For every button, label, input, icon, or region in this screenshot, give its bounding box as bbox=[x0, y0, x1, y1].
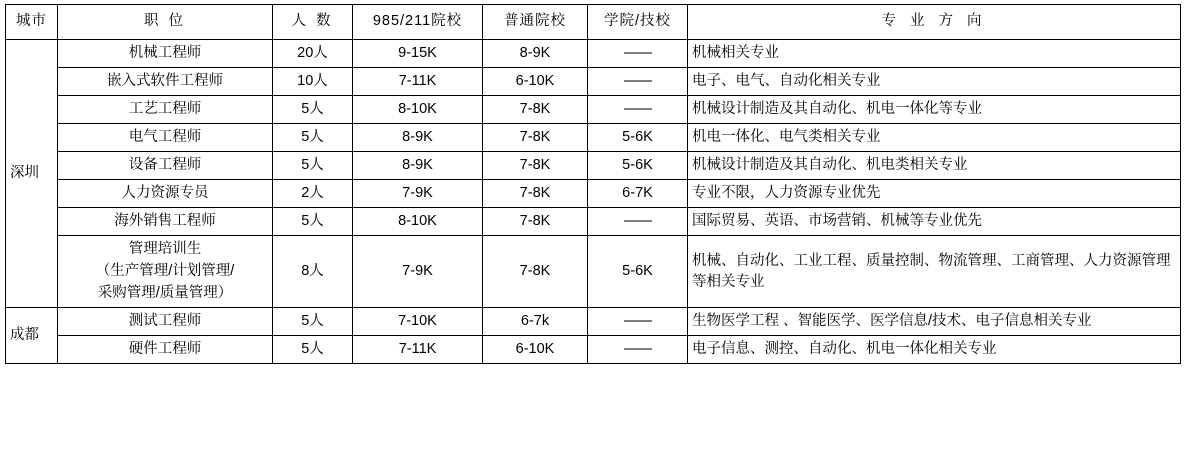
cell-position: 工艺工程师 bbox=[58, 96, 273, 124]
cell-salary-normal: 7-8K bbox=[483, 152, 588, 180]
cell-position: 海外销售工程师 bbox=[58, 208, 273, 236]
table-row bbox=[6, 336, 1181, 364]
cell-count: 10人 bbox=[273, 68, 353, 96]
header-985-211: 985/211院校 bbox=[353, 5, 483, 40]
cell-major: 专业不限，人力资源专业优先 bbox=[688, 180, 1181, 208]
cell-count: 5人 bbox=[273, 124, 353, 152]
table-row bbox=[6, 40, 1181, 68]
cell-salary-normal: 7-8K bbox=[483, 96, 588, 124]
job-listing-table bbox=[5, 4, 1181, 364]
header-normal-college: 普通院校 bbox=[483, 5, 588, 40]
cell-position: 嵌入式软件工程师 bbox=[58, 68, 273, 96]
cell-position bbox=[58, 236, 273, 308]
cell-major: 机械相关专业 bbox=[688, 40, 1181, 68]
cell-count: 2人 bbox=[273, 180, 353, 208]
cell-major: 国际贸易、英语、市场营销、机械等专业优先 bbox=[688, 208, 1181, 236]
table-row bbox=[6, 236, 1181, 308]
header-city: 城市 bbox=[6, 5, 58, 40]
cell-salary-college: 5-6K bbox=[588, 124, 688, 152]
cell-salary-college: 5-6K bbox=[588, 152, 688, 180]
cell-count: 5人 bbox=[273, 336, 353, 364]
cell-major: 生物医学工程 、智能医学、医学信息/技术、电子信息相关专业 bbox=[688, 308, 1181, 336]
header-count: 人 数 bbox=[273, 5, 353, 40]
cell-major: 机械设计制造及其自动化、机电类相关专业 bbox=[688, 152, 1181, 180]
cell-city: 深圳 bbox=[6, 40, 58, 308]
cell-count: 8人 bbox=[273, 236, 353, 308]
cell-salary-normal: 8-9K bbox=[483, 40, 588, 68]
cell-count: 5人 bbox=[273, 152, 353, 180]
cell-salary-normal: 7-8K bbox=[483, 236, 588, 308]
table-row bbox=[6, 180, 1181, 208]
cell-count: 5人 bbox=[273, 208, 353, 236]
cell-salary-college: —— bbox=[588, 96, 688, 124]
table-body bbox=[6, 40, 1181, 364]
cell-salary-college: —— bbox=[588, 308, 688, 336]
cell-position: 硬件工程师 bbox=[58, 336, 273, 364]
header-position: 职 位 bbox=[58, 5, 273, 40]
table-header bbox=[6, 5, 1181, 40]
cell-position: 测试工程师 bbox=[58, 308, 273, 336]
cell-position-line: 采购管理/质量管理） bbox=[97, 284, 233, 301]
cell-salary-985: 8-10K bbox=[353, 96, 483, 124]
cell-salary-985: 8-10K bbox=[353, 208, 483, 236]
table-row bbox=[6, 96, 1181, 124]
table-row bbox=[6, 124, 1181, 152]
table-header-row bbox=[6, 5, 1181, 40]
cell-salary-normal: 7-8K bbox=[483, 124, 588, 152]
cell-major: 机电一体化、电气类相关专业 bbox=[688, 124, 1181, 152]
cell-salary-college: —— bbox=[588, 336, 688, 364]
cell-salary-985: 7-10K bbox=[353, 308, 483, 336]
cell-salary-normal: 6-7k bbox=[483, 308, 588, 336]
cell-salary-normal: 6-10K bbox=[483, 336, 588, 364]
cell-salary-985: 9-15K bbox=[353, 40, 483, 68]
cell-position: 设备工程师 bbox=[58, 152, 273, 180]
table-row bbox=[6, 308, 1181, 336]
cell-count: 5人 bbox=[273, 96, 353, 124]
table-row bbox=[6, 68, 1181, 96]
cell-salary-college: 5-6K bbox=[588, 236, 688, 308]
cell-salary-normal: 6-10K bbox=[483, 68, 588, 96]
cell-city: 成都 bbox=[6, 308, 58, 364]
cell-position: 人力资源专员 bbox=[58, 180, 273, 208]
header-college-tech: 学院/技校 bbox=[588, 5, 688, 40]
table-row bbox=[6, 208, 1181, 236]
cell-salary-normal: 7-8K bbox=[483, 180, 588, 208]
table-row bbox=[6, 152, 1181, 180]
cell-salary-985: 7-9K bbox=[353, 180, 483, 208]
cell-salary-985: 7-9K bbox=[353, 236, 483, 308]
cell-major: 电子、电气、自动化相关专业 bbox=[688, 68, 1181, 96]
cell-count: 5人 bbox=[273, 308, 353, 336]
cell-salary-985: 8-9K bbox=[353, 124, 483, 152]
cell-major: 机械、自动化、工业工程、质量控制、物流管理、工商管理、人力资源管理等相关专业 bbox=[688, 236, 1181, 308]
cell-salary-college: —— bbox=[588, 68, 688, 96]
cell-position: 机械工程师 bbox=[58, 40, 273, 68]
cell-major: 电子信息、测控、自动化、机电一体化相关专业 bbox=[688, 336, 1181, 364]
header-major: 专 业 方 向 bbox=[688, 5, 1181, 40]
cell-salary-985: 7-11K bbox=[353, 68, 483, 96]
cell-major: 机械设计制造及其自动化、机电一体化等专业 bbox=[688, 96, 1181, 124]
cell-salary-college: —— bbox=[588, 208, 688, 236]
cell-salary-college: —— bbox=[588, 40, 688, 68]
cell-position-line: 管理培训生 bbox=[128, 241, 202, 258]
cell-salary-985: 8-9K bbox=[353, 152, 483, 180]
cell-salary-985: 7-11K bbox=[353, 336, 483, 364]
cell-salary-college: 6-7K bbox=[588, 180, 688, 208]
cell-count: 20人 bbox=[273, 40, 353, 68]
cell-position-line: （生产管理/计划管理/ bbox=[95, 262, 235, 279]
cell-salary-normal: 7-8K bbox=[483, 208, 588, 236]
cell-position: 电气工程师 bbox=[58, 124, 273, 152]
